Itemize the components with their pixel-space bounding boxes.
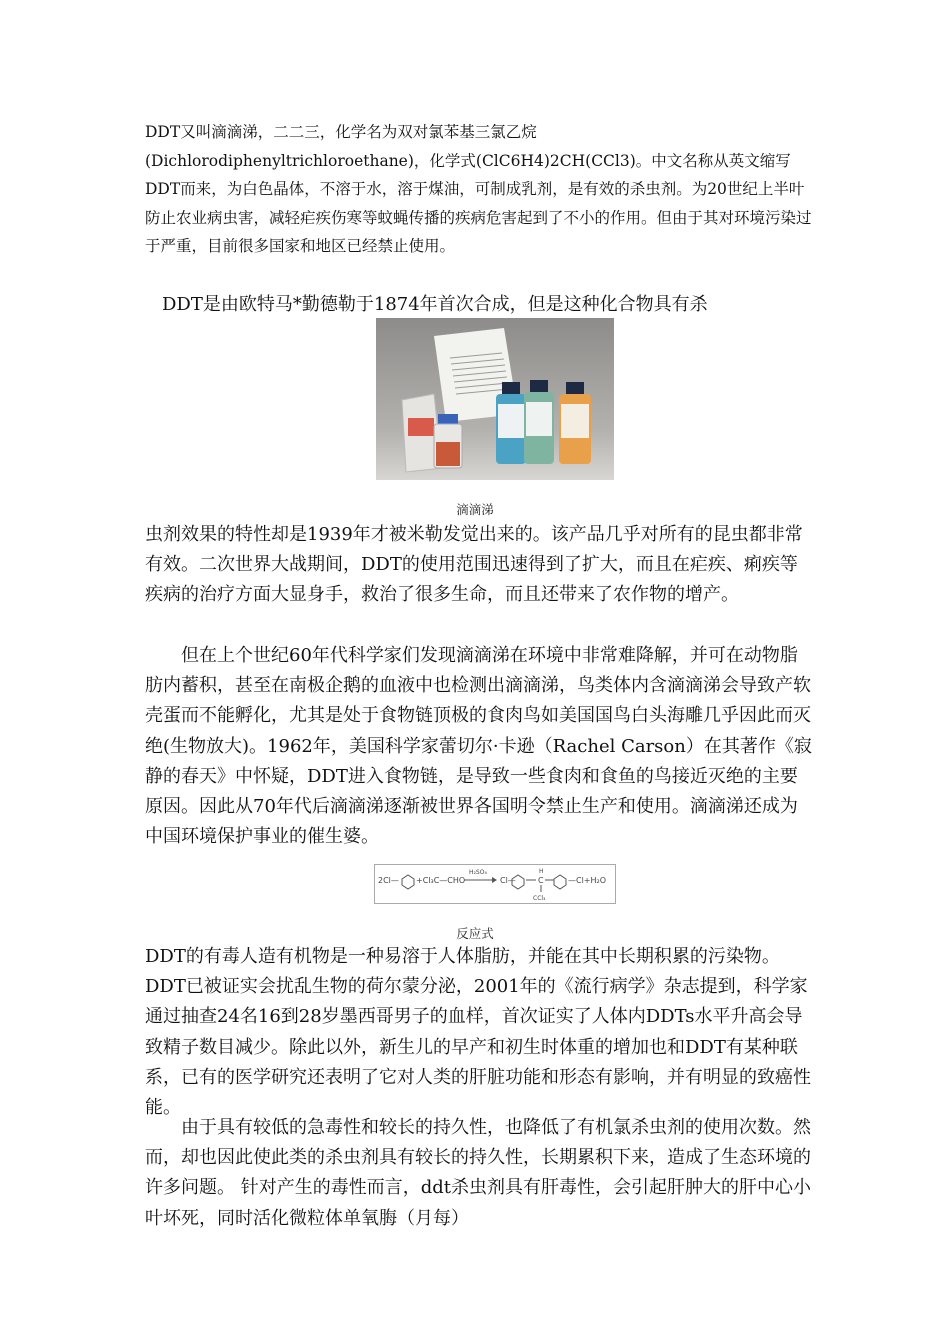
reaction-c: C xyxy=(538,876,544,885)
reaction-product-left: Cl— xyxy=(500,876,516,885)
reaction-h: H xyxy=(539,868,544,875)
reaction-right: —Cl+H₂O xyxy=(568,876,607,885)
paragraph-three: DDT的有毒人造有机物是一种易溶于人体脂肪，并能在其中长期积累的污染物。DDT已被证实会扰乱生物的荷尔蒙分泌，2001年的《流行病学》杂志提到，科学家通过抽查24名16到28岁墨西哥男子的血样，首次证实了人体内DDTs水平升高会导致精子数目减少。除此以外，新生儿的早产和初生时体重的增加也和DDT有某种联系，已有的医学研究还表明了它对人类的肝脏功能和形态有影响，并有明显的致癌性能。 xyxy=(145,946,811,1119)
paragraph-continuation: 虫剂效果的特性却是1939年才被米勒发觉出来的。该产品几乎对所有的昆虫都非常有效。二次世界大战期间，DDT的使用范围迅速得到了扩大，而且在疟疾、痢疾等疾病的治疗方面大显身手，救治了很多生命，而且还带来了农作物的增产。 xyxy=(145,524,803,606)
figure2-caption: 反应式 xyxy=(456,926,494,941)
figure1-caption: 滴滴涕 xyxy=(456,502,494,517)
reaction-reagent: H₂SO₄ xyxy=(469,869,487,876)
reaction-equation-figure xyxy=(374,864,616,904)
reaction-mid: +Cl₃C—CHO xyxy=(416,876,466,885)
ddt-product-photo xyxy=(376,318,614,480)
reaction-ccl3: CCl₃ xyxy=(533,895,546,902)
reaction-left: 2Cl— xyxy=(378,876,399,885)
intro-paragraph: DDT又叫滴滴涕，二二三，化学名为双对氯苯基三氯乙烷(Dichlorodiphenyltrichloroethane)，化学式(ClC6H4)2CH(CCl3)。中文名称从英文缩写DDT而来，为白色晶体，不溶于水，溶于煤油，可制成乳剂，是有效的杀虫剂。为20世纪上半叶防止农业病虫害，减轻疟疾伤寒等蚊蝇传播的疾病危害起到了不小的作用。但由于其对环境污染过于严重，目前很多国家和地区已经禁止使用。 xyxy=(145,123,812,255)
paragraph-two: 但在上个世纪60年代科学家们发现滴滴涕在环境中非常难降解，并可在动物脂肪内蓄积，甚至在南极企鹅的血液中也检测出滴滴涕，鸟类体内含滴滴涕会导致产软壳蛋而不能孵化，尤其是处于食物链顶极的食肉鸟如美国国鸟白头海雕几乎因此而灭绝(生物放大)。1962年，美国科学家蕾切尔·卡逊（Rachel Carson）在其著作《寂静的春天》中怀疑，DDT进入食物链，是导致一些食肉和食鱼的鸟接近灭绝的主要原因。因此从70年代后滴滴涕逐渐被世界各国明令禁止生产和使用。滴滴涕还成为中国环境保护事业的催生婆。 xyxy=(145,645,812,848)
lead-line: DDT是由欧特马*勤德勒于1874年首次合成，但是这种化合物具有杀 xyxy=(162,294,708,315)
paragraph-four: 由于具有较低的急毒性和较长的持久性，也降低了有机氯杀虫剂的使用次数。然而，却也因此使此类的杀虫剂具有较长的持久性，长期累积下来，造成了生态环境的许多问题。 针对产生的毒性而言，ddt杀虫剂具有肝毒性，会引起肝肿大的肝中心小叶坏死，同时活化微粒体单氧脢（月每） xyxy=(145,1117,811,1229)
